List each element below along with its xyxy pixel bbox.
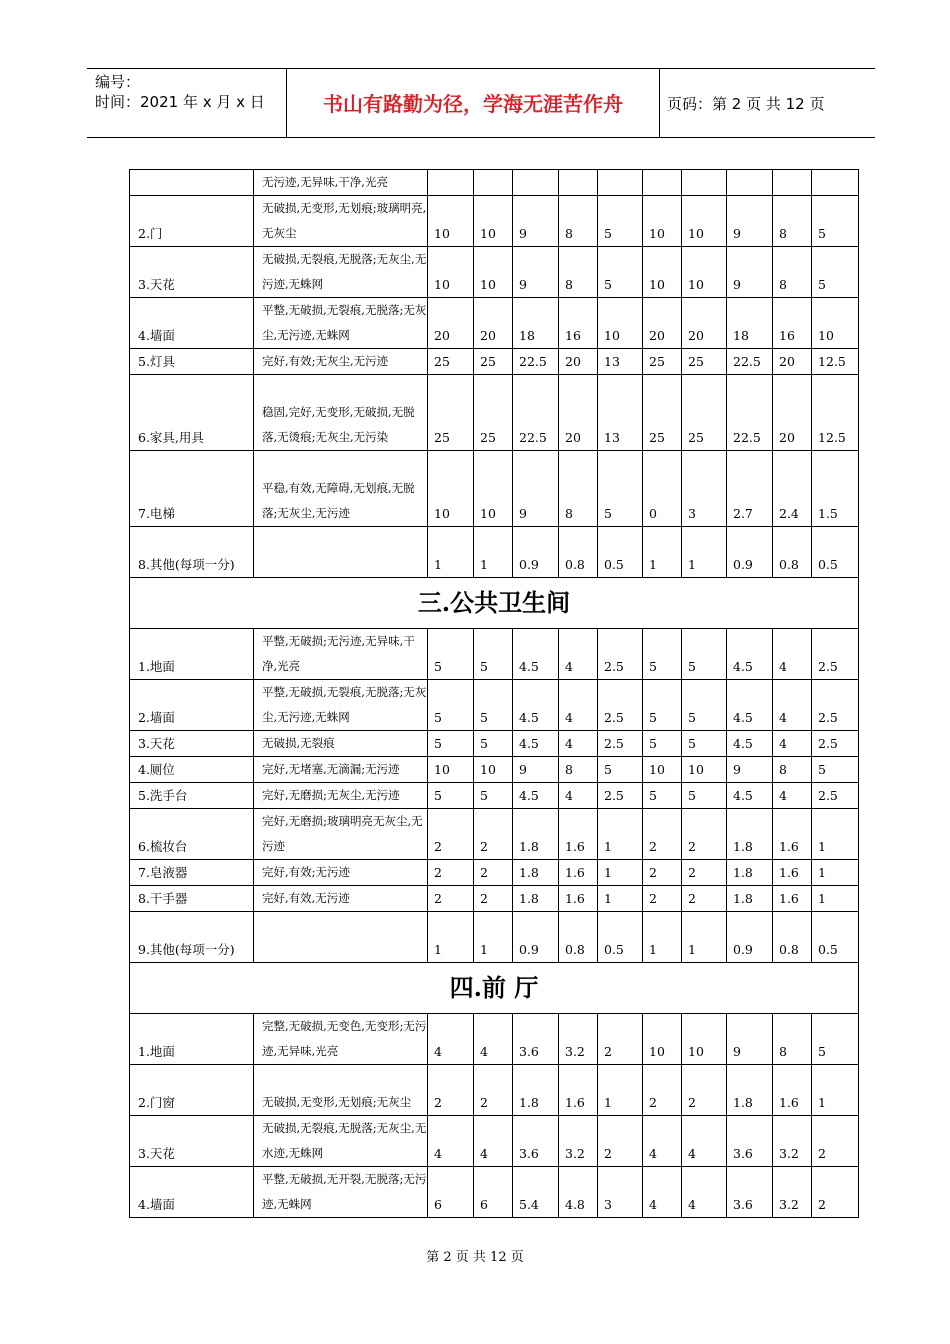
item-standard-cell: 平整,无破损,无裂痕,无脱落;无灰尘,无污迹,无蛛网 [254, 680, 428, 731]
table-row [130, 1116, 859, 1167]
score-cell: 8 [559, 196, 598, 247]
score-cell: 0.5 [812, 527, 859, 578]
score-cell: 5 [812, 196, 859, 247]
item-name-cell: 9.其他(每项一分) [130, 912, 254, 963]
score-cell: 2 [682, 1065, 727, 1116]
score-cell: 5 [643, 629, 682, 680]
table-row [130, 629, 859, 680]
score-cell: 1.6 [559, 809, 598, 860]
score-cell: 5 [428, 731, 474, 757]
score-cell: 4 [428, 1116, 474, 1167]
score-cell: 0 [643, 451, 682, 527]
score-cell: 5 [643, 680, 682, 731]
table-row [130, 349, 859, 375]
table-row [130, 731, 859, 757]
score-cell: 9 [513, 247, 559, 298]
table-row [130, 757, 859, 783]
score-cell: 2 [643, 886, 682, 912]
score-cell: 8 [773, 247, 812, 298]
score-cell: 1.6 [559, 886, 598, 912]
item-standard-cell: 无破损,无变形,无划痕;玻璃明亮,无灰尘 [254, 196, 428, 247]
score-cell: 1.6 [559, 860, 598, 886]
item-name-cell: 4.厕位 [130, 757, 254, 783]
score-cell: 5 [682, 731, 727, 757]
score-cell: 4 [474, 1116, 513, 1167]
item-name-cell: 1.地面 [130, 1014, 254, 1065]
score-cell: 5 [598, 451, 643, 527]
score-cell: 20 [773, 375, 812, 451]
item-standard-cell: 稳固,完好,无变形,无破损,无脱落,无烫痕;无灰尘,无污染 [254, 375, 428, 451]
score-cell: 4 [643, 1167, 682, 1218]
score-cell: 0.5 [598, 912, 643, 963]
score-cell: 10 [812, 298, 859, 349]
score-cell: 8 [559, 247, 598, 298]
score-cell: 5 [474, 783, 513, 809]
score-cell: 16 [559, 298, 598, 349]
table-row [130, 1167, 859, 1218]
score-cell: 1.5 [812, 451, 859, 527]
score-cell: 2.4 [773, 451, 812, 527]
item-name-cell: 4.墙面 [130, 1167, 254, 1218]
score-cell: 20 [643, 298, 682, 349]
table-row [130, 451, 859, 527]
score-cell: 2 [428, 809, 474, 860]
score-cell: 8 [773, 196, 812, 247]
score-cell: 5 [598, 757, 643, 783]
score-cell: 0.9 [513, 912, 559, 963]
item-standard-cell: 平整,无破损,无裂痕,无脱落;无灰尘,无污迹,无蛛网 [254, 298, 428, 349]
item-name-cell: 2.门窗 [130, 1065, 254, 1116]
score-cell [727, 170, 773, 196]
item-standard-cell [254, 527, 428, 578]
score-cell: 3.6 [513, 1116, 559, 1167]
score-cell: 8 [773, 1014, 812, 1065]
score-cell: 8 [559, 757, 598, 783]
score-cell: 2.5 [812, 731, 859, 757]
score-cell: 5 [598, 196, 643, 247]
table-row [130, 196, 859, 247]
score-cell: 25 [428, 349, 474, 375]
score-cell: 4 [559, 731, 598, 757]
item-standard-cell: 无破损,无变形,无划痕;无灰尘 [254, 1065, 428, 1116]
score-cell: 1 [598, 886, 643, 912]
score-cell: 2.5 [812, 629, 859, 680]
score-cell: 0.5 [812, 912, 859, 963]
score-cell: 5 [428, 680, 474, 731]
score-cell: 4 [559, 783, 598, 809]
score-cell: 1.6 [559, 1065, 598, 1116]
item-name-cell: 7.电梯 [130, 451, 254, 527]
score-cell: 10 [643, 1014, 682, 1065]
score-cell: 18 [513, 298, 559, 349]
score-cell: 4 [474, 1014, 513, 1065]
item-name-cell [130, 170, 254, 196]
score-cell: 25 [682, 349, 727, 375]
score-cell: 0.9 [727, 527, 773, 578]
score-cell: 1 [812, 1065, 859, 1116]
score-cell: 10 [598, 298, 643, 349]
score-cell: 1 [598, 1065, 643, 1116]
score-cell: 9 [727, 247, 773, 298]
score-cell: 2.5 [598, 680, 643, 731]
score-cell: 4 [773, 629, 812, 680]
score-cell: 12.5 [812, 349, 859, 375]
score-cell: 1.6 [773, 809, 812, 860]
score-cell: 1 [643, 527, 682, 578]
score-cell: 1.8 [727, 809, 773, 860]
score-cell: 10 [682, 196, 727, 247]
score-cell: 18 [727, 298, 773, 349]
score-cell: 2.5 [598, 629, 643, 680]
score-cell: 4 [428, 1014, 474, 1065]
score-cell: 3.6 [727, 1167, 773, 1218]
score-cell: 0.9 [727, 912, 773, 963]
score-cell: 25 [682, 375, 727, 451]
score-cell: 3 [598, 1167, 643, 1218]
score-cell: 10 [474, 196, 513, 247]
score-cell: 2 [643, 1065, 682, 1116]
score-cell: 1.8 [727, 860, 773, 886]
item-standard-cell: 完好,有效;无灰尘,无污迹 [254, 349, 428, 375]
score-cell: 6 [474, 1167, 513, 1218]
score-cell: 4.5 [513, 731, 559, 757]
score-cell: 2 [474, 886, 513, 912]
score-cell [474, 170, 513, 196]
section-title: 三.公共卫生间 [130, 578, 859, 629]
table-row [130, 375, 859, 451]
table-body [130, 170, 859, 1218]
score-cell: 3.2 [773, 1116, 812, 1167]
score-cell: 2.7 [727, 451, 773, 527]
score-cell: 5 [428, 629, 474, 680]
score-cell: 1 [428, 912, 474, 963]
score-cell: 25 [474, 349, 513, 375]
score-cell: 2 [598, 1116, 643, 1167]
score-cell: 10 [643, 196, 682, 247]
score-cell: 12.5 [812, 375, 859, 451]
table-row [130, 809, 859, 860]
score-cell: 1.6 [773, 860, 812, 886]
item-name-cell: 1.地面 [130, 629, 254, 680]
score-cell: 20 [474, 298, 513, 349]
score-cell: 4.5 [513, 629, 559, 680]
score-cell: 10 [682, 247, 727, 298]
score-cell: 2 [428, 886, 474, 912]
score-cell: 5 [682, 629, 727, 680]
score-cell: 20 [559, 375, 598, 451]
score-cell: 10 [682, 1014, 727, 1065]
score-cell: 4 [773, 783, 812, 809]
score-cell: 5 [474, 629, 513, 680]
score-cell: 10 [682, 757, 727, 783]
score-cell: 0.8 [559, 527, 598, 578]
item-standard-cell: 无破损,无裂痕,无脱落;无灰尘,无污迹,无蛛网 [254, 247, 428, 298]
item-name-cell: 3.天花 [130, 247, 254, 298]
score-cell: 1.8 [513, 809, 559, 860]
score-cell: 2.5 [812, 680, 859, 731]
score-cell: 5 [643, 783, 682, 809]
table-row [130, 1014, 859, 1065]
score-cell: 4 [682, 1116, 727, 1167]
document-number-label: 编号： [95, 73, 141, 91]
score-cell: 5 [643, 731, 682, 757]
score-cell: 0.5 [598, 527, 643, 578]
score-cell: 2 [598, 1014, 643, 1065]
score-cell: 1 [682, 912, 727, 963]
score-cell: 20 [682, 298, 727, 349]
item-standard-cell: 平稳,有效,无障碍,无划痕,无脱落;无灰尘,无污迹 [254, 451, 428, 527]
score-cell: 2.5 [812, 783, 859, 809]
score-cell: 3.6 [727, 1116, 773, 1167]
item-name-cell: 3.天花 [130, 1116, 254, 1167]
item-name-cell: 6.梳妆台 [130, 809, 254, 860]
score-cell: 5 [474, 680, 513, 731]
score-cell: 10 [474, 757, 513, 783]
item-name-cell: 2.墙面 [130, 680, 254, 731]
score-cell: 2 [474, 809, 513, 860]
score-cell: 10 [428, 247, 474, 298]
score-cell: 1 [812, 809, 859, 860]
item-standard-cell: 完好,无磨损;无灰尘,无污迹 [254, 783, 428, 809]
score-cell: 5 [812, 1014, 859, 1065]
table-row [130, 527, 859, 578]
score-cell: 4.8 [559, 1167, 598, 1218]
score-cell: 22.5 [727, 349, 773, 375]
score-cell: 4 [682, 1167, 727, 1218]
item-standard-cell: 平整,无破损;无污迹,无异味,干净,光亮 [254, 629, 428, 680]
score-cell: 10 [643, 247, 682, 298]
score-cell: 5 [598, 247, 643, 298]
score-cell: 1 [428, 527, 474, 578]
score-cell [598, 170, 643, 196]
score-cell: 10 [643, 757, 682, 783]
score-cell: 4.5 [727, 783, 773, 809]
table-row [130, 912, 859, 963]
item-name-cell: 4.墙面 [130, 298, 254, 349]
section-header-row [130, 578, 859, 629]
score-cell: 3.6 [513, 1014, 559, 1065]
score-cell: 9 [727, 757, 773, 783]
score-cell: 1.8 [513, 886, 559, 912]
item-name-cell: 5.洗手台 [130, 783, 254, 809]
score-cell: 1 [812, 886, 859, 912]
score-cell [643, 170, 682, 196]
score-cell: 4 [773, 731, 812, 757]
score-cell: 16 [773, 298, 812, 349]
score-cell: 3.2 [559, 1116, 598, 1167]
score-cell: 2 [474, 1065, 513, 1116]
score-cell: 1.6 [773, 1065, 812, 1116]
score-cell: 5 [812, 757, 859, 783]
score-cell: 22.5 [513, 349, 559, 375]
score-cell: 25 [428, 375, 474, 451]
score-cell: 1.8 [513, 860, 559, 886]
score-cell [428, 170, 474, 196]
score-cell: 4.5 [513, 783, 559, 809]
score-cell: 4.5 [727, 731, 773, 757]
score-cell: 5 [812, 247, 859, 298]
item-name-cell: 6.家具,用具 [130, 375, 254, 451]
score-cell: 2 [428, 860, 474, 886]
item-standard-cell: 完整,无破损,无变色,无变形;无污迹,无异味,光亮 [254, 1014, 428, 1065]
score-cell: 1.6 [773, 886, 812, 912]
score-cell [513, 170, 559, 196]
score-cell: 5 [428, 783, 474, 809]
score-cell: 10 [428, 757, 474, 783]
score-cell: 25 [643, 349, 682, 375]
score-cell: 5 [682, 680, 727, 731]
item-standard-cell: 完好,有效;无污迹 [254, 860, 428, 886]
score-cell: 1 [474, 527, 513, 578]
table-row [130, 247, 859, 298]
score-cell: 2.5 [598, 783, 643, 809]
score-cell: 1 [474, 912, 513, 963]
score-cell: 5 [474, 731, 513, 757]
score-cell: 9 [513, 757, 559, 783]
score-cell: 4 [643, 1116, 682, 1167]
score-cell: 0.9 [513, 527, 559, 578]
header-divider [659, 69, 660, 137]
item-standard-cell: 平整,无破损,无开裂,无脱落;无污迹,无蛛网 [254, 1167, 428, 1218]
score-cell: 6 [428, 1167, 474, 1218]
score-cell: 2 [682, 886, 727, 912]
score-cell: 2 [474, 860, 513, 886]
page-footer: 第 2 页 共 12 页 [426, 1250, 524, 1265]
score-cell: 3 [682, 451, 727, 527]
table-row [130, 860, 859, 886]
score-cell: 0.8 [559, 912, 598, 963]
score-cell: 10 [428, 451, 474, 527]
header-meta [95, 72, 265, 112]
score-cell: 1 [598, 809, 643, 860]
score-cell: 4.5 [513, 680, 559, 731]
score-cell: 1 [598, 860, 643, 886]
item-standard-cell: 无污迹,无异味,干净,光亮 [254, 170, 428, 196]
score-cell: 9 [727, 196, 773, 247]
score-cell: 4.5 [727, 680, 773, 731]
score-cell: 25 [643, 375, 682, 451]
score-cell [559, 170, 598, 196]
score-cell [773, 170, 812, 196]
score-cell: 2.5 [598, 731, 643, 757]
score-cell: 2 [682, 860, 727, 886]
score-cell: 0.8 [773, 912, 812, 963]
item-standard-cell: 无破损,无裂痕,无脱落;无灰尘,无水迹,无蛛网 [254, 1116, 428, 1167]
section-title: 四.前 厅 [130, 963, 859, 1014]
score-cell: 20 [773, 349, 812, 375]
score-cell [682, 170, 727, 196]
score-cell: 20 [559, 349, 598, 375]
score-cell: 5 [682, 783, 727, 809]
item-standard-cell: 完好,无磨损;玻璃明亮无灰尘,无污迹 [254, 809, 428, 860]
score-cell: 1 [682, 527, 727, 578]
score-cell: 13 [598, 349, 643, 375]
score-cell: 4.5 [727, 629, 773, 680]
score-cell: 10 [428, 196, 474, 247]
score-cell: 4 [559, 629, 598, 680]
score-cell: 9 [513, 451, 559, 527]
item-name-cell: 5.灯具 [130, 349, 254, 375]
inspection-score-table [129, 169, 859, 1218]
score-cell: 2 [682, 809, 727, 860]
score-cell: 22.5 [727, 375, 773, 451]
item-standard-cell: 完好,无堵塞,无滴漏;无污迹 [254, 757, 428, 783]
item-standard-cell: 无破损,无裂痕 [254, 731, 428, 757]
score-cell: 1.8 [727, 886, 773, 912]
score-cell: 1 [812, 860, 859, 886]
score-cell: 1.8 [727, 1065, 773, 1116]
item-standard-cell: 完好,有效,无污迹 [254, 886, 428, 912]
score-cell: 2 [643, 860, 682, 886]
score-cell: 13 [598, 375, 643, 451]
score-cell: 2 [643, 809, 682, 860]
table-row [130, 170, 859, 196]
page-header [87, 68, 875, 138]
score-cell: 9 [513, 196, 559, 247]
table-row [130, 298, 859, 349]
table-row [130, 783, 859, 809]
table-row [130, 1065, 859, 1116]
score-cell: 4 [559, 680, 598, 731]
table-row [130, 680, 859, 731]
item-standard-cell [254, 912, 428, 963]
score-cell: 3.2 [559, 1014, 598, 1065]
score-cell: 2 [812, 1167, 859, 1218]
score-cell: 2 [428, 1065, 474, 1116]
score-cell: 8 [773, 757, 812, 783]
item-name-cell: 3.天花 [130, 731, 254, 757]
score-cell: 22.5 [513, 375, 559, 451]
date-label: 时间：2021 年 x 月 x 日 [95, 93, 265, 111]
item-name-cell: 2.门 [130, 196, 254, 247]
score-cell: 9 [727, 1014, 773, 1065]
score-cell: 1.8 [513, 1065, 559, 1116]
score-cell: 10 [474, 451, 513, 527]
score-cell: 8 [559, 451, 598, 527]
score-cell: 2 [812, 1116, 859, 1167]
header-motto: 书山有路勤为径，学海无涯苦作舟 [323, 92, 623, 116]
score-cell: 20 [428, 298, 474, 349]
score-cell [812, 170, 859, 196]
score-cell: 5.4 [513, 1167, 559, 1218]
table-row [130, 886, 859, 912]
item-name-cell: 8.其他(每项一分) [130, 527, 254, 578]
score-cell: 1 [643, 912, 682, 963]
item-name-cell: 7.皂液器 [130, 860, 254, 886]
header-page-info: 页码：第 2 页 共 12 页 [667, 95, 825, 113]
score-cell: 4 [773, 680, 812, 731]
score-cell: 3.2 [773, 1167, 812, 1218]
item-name-cell: 8.干手器 [130, 886, 254, 912]
score-cell: 0.8 [773, 527, 812, 578]
score-cell: 10 [474, 247, 513, 298]
score-cell: 25 [474, 375, 513, 451]
section-header-row [130, 963, 859, 1014]
